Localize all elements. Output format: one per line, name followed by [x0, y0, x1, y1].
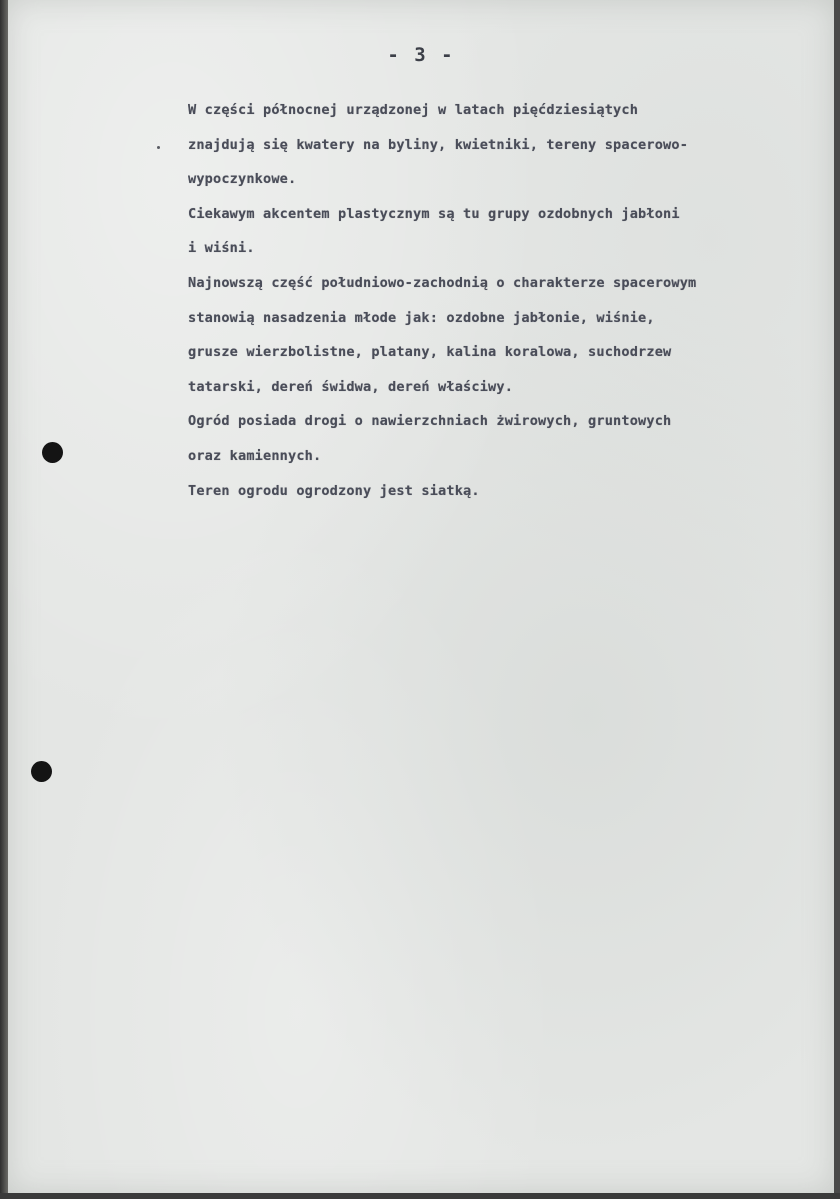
text-line: wypoczynkowe.: [188, 171, 297, 188]
text-line: stanowią nasadzenia młode jak: ozdobne jabłonie, wiśnie,: [188, 309, 655, 326]
scan-edge-left: [0, 0, 8, 1199]
text-line: Ogród posiada drogi o nawierzchniach żwirowych, gruntowych: [188, 413, 672, 430]
ink-speck: [157, 146, 160, 149]
text-line: oraz kamiennych.: [188, 447, 322, 464]
text-line: Ciekawym akcentem plastycznym są tu grupy ozdobnych jabłoni: [188, 205, 680, 222]
text-line: grusze wierzbolistne, platany, kalina koralowa, suchodrzew: [188, 344, 672, 361]
text-line: Najnowszą część południowo-zachodnią o charakterze spacerowym: [188, 274, 697, 291]
document-page: [8, 0, 834, 1193]
text-line: tatarski, dereń świdwa, dereń właściwy.: [188, 378, 514, 395]
text-line: W części północnej urządzonej w latach pięćdziesiątych: [188, 102, 639, 118]
body-text: [188, 93, 818, 508]
scan-edge-bottom: [0, 1193, 840, 1199]
punch-hole: [31, 761, 52, 782]
page-number: - 3 -: [387, 44, 455, 66]
text-line: i wiśni.: [188, 240, 255, 257]
text-line: Teren ogrodu ogrodzony jest siatką.: [188, 482, 480, 499]
text-line: znajdują się kwatery na byliny, kwietniki, tereny spacerowo-: [188, 136, 689, 153]
punch-hole: [42, 442, 63, 463]
